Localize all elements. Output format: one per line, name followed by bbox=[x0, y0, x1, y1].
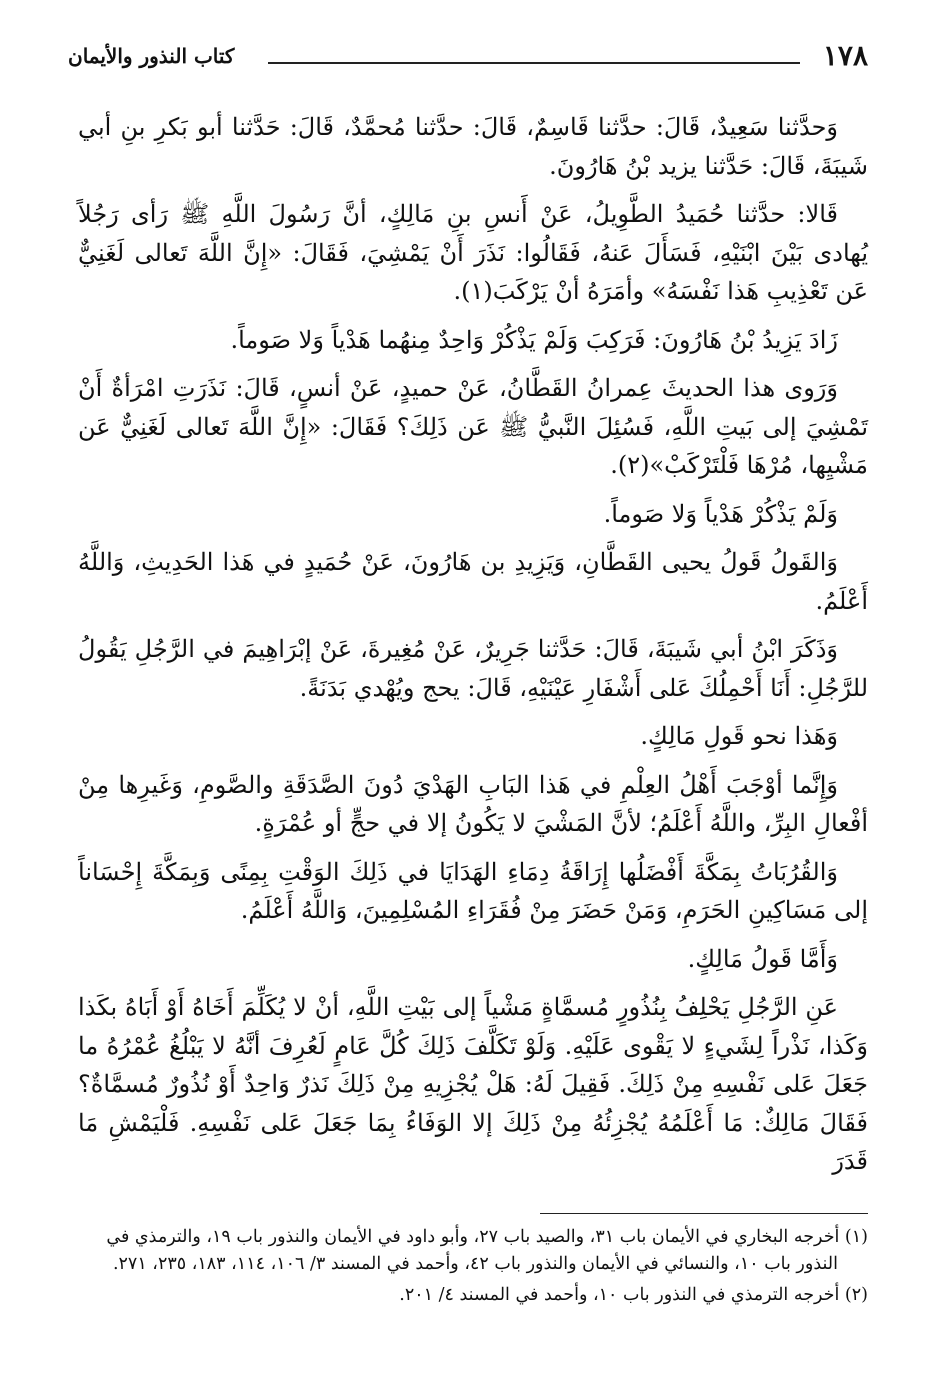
paragraph: وَالقَولُ قَولُ يحيى القَطَّانِ، وَيَزِيدِ بن هَارُونَ، عَنْ حُمَيدٍ في هَذا الحَدِيثِ، وَاللَّهُ أَعْلَمُ. bbox=[78, 548, 868, 615]
paragraph: وَحدَّثنا سَعِيدٌ، قَالَ: حدَّثنا قَاسِمٌ، قَالَ: حدَّثنا مُحمَّدٌ، قَالَ: حَدَّثنا أبو بَكرِ بنِ أبي شَيبَةَ، قَالَ: حَدَّثنا يزيد بْنُ هَارُونَ. bbox=[78, 113, 868, 180]
paragraph: وَلَمْ يَذْكُرْ هَدْياً وَلا صَوماً. bbox=[603, 499, 838, 528]
page-header bbox=[68, 36, 868, 76]
paragraph: وَأَمَّا قَولُ مَالِكٍ. bbox=[687, 944, 838, 973]
paragraph: وَهَذا نحو قَولِ مَالِكٍ. bbox=[640, 722, 838, 750]
paragraph: قَالا: حدَّثنا حُمَيدُ الطَّوِيلُ، عَنْ أَنسِ بنِ مَالِكٍ، أنَّ رَسُولَ اللَّهِ ﷺ رَأى رَجُلاً يُهادى بَيْنَ ابْنَيْهِ، فَسَأَلَ عَنهُ، فَقَالُوا: نَذَرَ أَنْ يَمْشِيَ، فَقَالَ: «إِنَّ اللَّهَ تَعالى لَغَنِيٌّ عَن تَعْذِيبِ هَذا نَفْسَهُ» وأمَرَهُ أنْ يَرْكَبَ(١). bbox=[78, 200, 868, 305]
footnote-2: (٢) أخرجه الترمذي في النذور باب ١٠، وأحمد في المسند ٤/ ٢٠١. bbox=[399, 1285, 868, 1305]
paragraph: عَنِ الرَّجُلِ يَحْلِفُ بِنُذُورٍ مُسمَّاةٍ مَشْياً إلى بَيْتِ اللَّهِ، أنْ لا يُكَلِّمَ أَخَاهُ أَوْ أَبَاهُ بكَذا وَكَذا، نَذْراً لِشَيءٍ لا يَقْوى عَلَيْهِ. وَلَوْ تَكَلَّفَ ذَلِكَ كُلَّ عَامٍ لَعُرِفَ أنَّهُ لا يَبْلُغُ عُمْرُهُ ما جَعَلَ عَلى نَفْسِهِ مِنْ ذَلِكَ. فَقِيلَ لَهُ: هَلْ يُجْزِيهِ مِنْ ذَلِكَ نَذرٌ وَاحِدٌ أَوْ نُذُورٌ مُسمَّاةٌ؟ فَقَالَ مَالِكٌ: مَا أَعْلَمُهُ يُجْزِئُهُ مِنْ ذَلِكَ إلا الوَفَاءُ بِمَا جَعَلَ عَلى نَفْسِهِ. فَلْيَمْشِ مَا قَدَرَ bbox=[78, 993, 868, 1175]
paragraph: زَادَ يَزِيدُ بْنُ هَارُونَ: فَرَكِبَ وَلَمْ يَذْكُرْ وَاحِدٌ مِنهُما هَدْياً وَلا صَوماً. bbox=[230, 325, 838, 354]
main-text bbox=[78, 108, 868, 1191]
footnote-1: (١) أخرجه البخاري في الأيمان باب ٣١، والصيد باب ٢٧، وأبو داود في الأيمان والنذور باب ١٩، والترمذي في النذور باب ١٠، والنسائي في الأيمان والنذور باب ٤٢، وأحمد في المسند ٣/ ١٠٦، ١١٤، ١٨٣، ٢٣٥، ٢٧١. bbox=[106, 1227, 868, 1274]
footnote-separator bbox=[540, 1213, 868, 1214]
paragraph: وَالقُرُبَاتُ بِمَكَّةَ أَفْضَلُها إِرَاقَةُ دِمَاءِ الهَدَايَا في ذَلِكَ الوَقْتِ بِمِنًى وَبِمَكَّةَ إِحْسَاناً إلى مَسَاكِينِ الحَرَمِ، وَمَنْ حَضَرَ مِنْ فُقَرَاءِ المُسْلِمِينَ، وَاللَّهُ أَعْلَمُ. bbox=[78, 857, 868, 924]
running-title: كتاب النذور والأيمان bbox=[68, 44, 235, 68]
paragraph: وَرَوى هذا الحديثَ عِمرانُ القَطَّانُ، عَنْ حميدٍ، عَنْ أنسٍ، قَالَ: نَذَرَتِ امْرَأةٌ أَنْ تَمْشِيَ إلى بَيتِ اللَّهِ، فَسُئِلَ النَّبيُّ ﷺ عَن ذَلِكَ؟ فَقَالَ: «إِنَّ اللَّهَ تَعالى لَغَنِيٌّ عَن مَشْيِها، مُرْهَا فَلْتَرْكَبْ»(٢). bbox=[78, 374, 868, 479]
paragraph: وَإِنَّما أوْجَبَ أَهْلُ العِلْمِ في هَذا البَابِ الهَدْيَ دُونَ الصَّدَقَةِ والصَّومِ، وَغَيرِها مِنْ أفْعالِ البِرِّ، واللَّهُ أَعْلَمُ؛ لأنَّ المَشْيَ لا يَكُونُ إلا في حجٍّ أو عُمْرَةٍ. bbox=[78, 770, 868, 837]
header-rule bbox=[268, 62, 800, 64]
footnotes bbox=[78, 1224, 868, 1313]
page-number: ١٧٨ bbox=[822, 39, 868, 72]
paragraph: وَذَكَرَ ابْنُ أبي شَيبَةَ، قَالَ: حَدَّثنا جَرِيرٌ، عَنْ مُغِيرةَ، عَنْ إبْرَاهِيمَ في الرَّجُلِ يَقُولُ للرَّجُلِ: أَنَا أَحْمِلُكَ عَلى أَشْفَارِ عَيْنَيْهِ، قَالَ: يحج ويُهْدي بَدَنَةً. bbox=[78, 635, 868, 702]
